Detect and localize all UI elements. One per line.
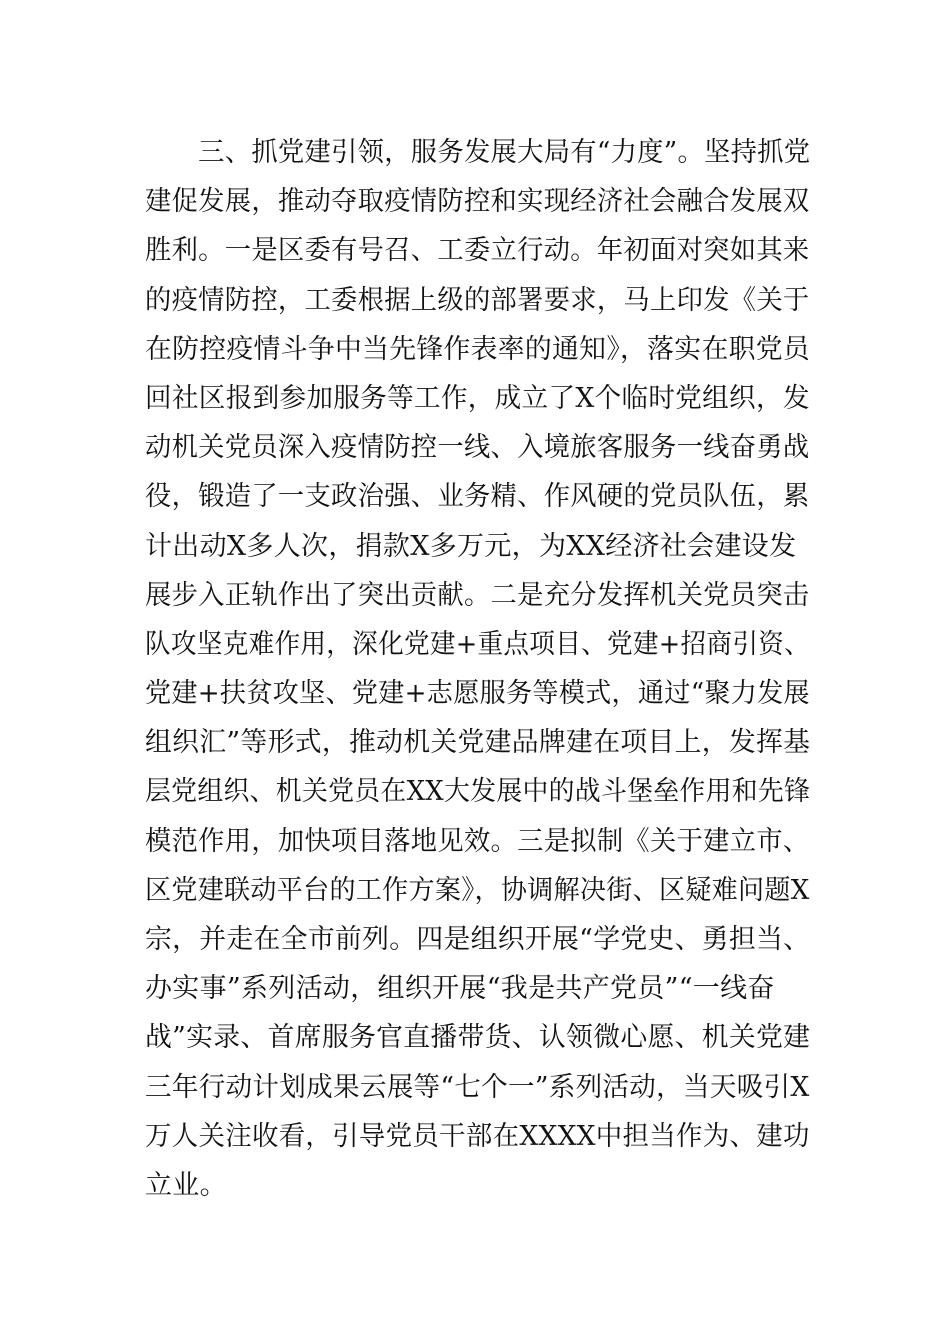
paragraph-line: 回社区报到参加服务等工作，成立了X个临时党组织，发 xyxy=(145,382,810,414)
paragraph-line: 在防控疫情斗争中当先锋作表率的通知》，落实在职党员 xyxy=(145,333,810,365)
paragraph-line: 队攻坚克难作用，深化党建+重点项目、党建+招商引资、 xyxy=(145,628,811,660)
paragraph-line: 展步入正轨作出了突出贡献。二是充分发挥机关党员突击 xyxy=(145,579,810,611)
paragraph-line: 办实事”系列活动，组织开展“我是共产党员”“一线奋 xyxy=(145,973,775,1005)
paragraph-line: 的疫情防控，工委根据上级的部署要求，马上印发《关于 xyxy=(145,284,810,316)
paragraph-line: 计出动X多人次，捐款X多万元，为XX经济社会建设发 xyxy=(145,530,797,562)
paragraph-line: 区党建联动平台的工作方案》，协调解决街、区疑难问题X xyxy=(145,874,810,906)
paragraph-line: 建促发展，推动夺取疫情防控和实现经济社会融合发展双 xyxy=(145,186,810,218)
paragraph-line: 三、抓党建引领，服务发展大局有“力度”。坚持抓党 xyxy=(145,137,811,168)
paragraph-line: 立业。 xyxy=(145,1169,227,1201)
paragraph-line: 模范作用，加快项目落地见效。三是拟制《关于建立市、 xyxy=(145,825,810,857)
body-paragraph xyxy=(145,128,810,1210)
paragraph-line: 万人关注收看，引导党员干部在XXXX中担当作为、建功 xyxy=(145,1120,810,1152)
paragraph-line: 胜利。一是区委有号召、工委立行动。年初面对突如其来 xyxy=(145,235,810,267)
paragraph-line: 三年行动计划成果云展等“七个一”系列活动，当天吸引X xyxy=(145,1071,810,1103)
paragraph-line: 动机关党员深入疫情防控一线、入境旅客服务一线奋勇战 xyxy=(145,432,810,464)
paragraph-line: 层党组织、机关党员在XX大发展中的战斗堡垒作用和先锋 xyxy=(145,776,811,808)
paragraph-line: 宗，并走在全市前列。四是组织开展“学党史、勇担当、 xyxy=(145,924,811,955)
paragraph-line: 组织汇”等形式，推动机关党建品牌建在项目上，发挥基 xyxy=(145,727,811,759)
paragraph-line: 役，锻造了一支政治强、业务精、作风硬的党员队伍，累 xyxy=(145,481,810,513)
paragraph-line: 战”实录、首席服务官直播带货、认领微心愿、机关党建 xyxy=(145,1022,811,1054)
paragraph-line: 党建+扶贫攻坚、党建+志愿服务等模式，通过“聚力发展 xyxy=(145,678,810,710)
